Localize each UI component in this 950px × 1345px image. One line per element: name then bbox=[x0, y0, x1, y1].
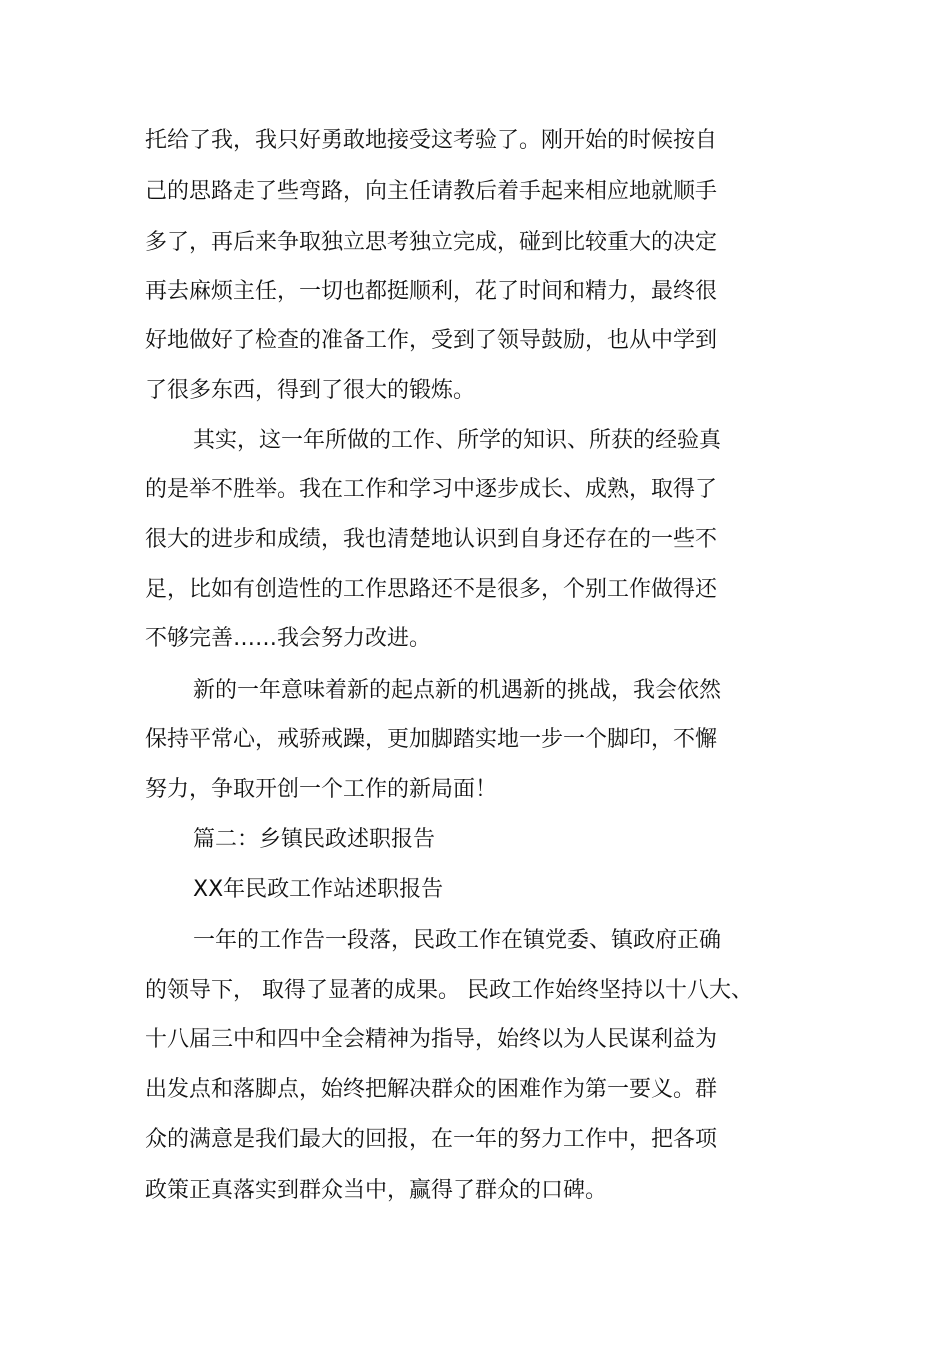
text-line: 众的满意是我们最大的回报，在一年的努力工作中，把各项 bbox=[145, 1127, 718, 1152]
paragraph-first-line: 其实，这一年所做的工作、所学的知识、所获的经验真 bbox=[193, 428, 722, 453]
text-line: 的领导下， 取得了显著的成果。 民政工作始终坚持以十八大、 bbox=[145, 978, 753, 1003]
text-line: 的是举不胜举。我在工作和学习中逐步成长、成熟，取得了 bbox=[145, 477, 718, 502]
text-line: 托给了我，我只好勇敢地接受这考验了。刚开始的时候按自 bbox=[145, 128, 718, 153]
text-line: 了很多东西，得到了很大的锻炼。 bbox=[145, 378, 476, 403]
paragraph-first-line: 新的一年意味着新的起点新的机遇新的挑战，我会依然 bbox=[193, 678, 722, 703]
section-heading: 篇二：乡镇民政述职报告 bbox=[193, 827, 436, 852]
text-line: 努力，争取开创一个工作的新局面！ bbox=[145, 777, 498, 802]
text-line: 政策正真落实到群众当中，赢得了群众的口碑。 bbox=[145, 1178, 608, 1203]
report-title: XX年民政工作站述职报告 bbox=[193, 877, 444, 902]
text-line: 不够完善……我会努力改进。 bbox=[145, 626, 432, 651]
text-line: 十八届三中和四中全会精神为指导，始终以为人民谋利益为 bbox=[145, 1027, 718, 1052]
text-line: 足，比如有创造性的工作思路还不是很多，个别工作做得还 bbox=[145, 577, 718, 602]
text-line: 好地做好了检查的准备工作，受到了领导鼓励，也从中学到 bbox=[145, 328, 718, 353]
text-line: 己的思路走了些弯路，向主任请教后着手起来相应地就顺手 bbox=[145, 179, 718, 204]
paragraph-first-line: 一年的工作告一段落，民政工作在镇党委、镇政府正确 bbox=[193, 928, 722, 953]
text-line: 多了，再后来争取独立思考独立完成，碰到比较重大的决定 bbox=[145, 230, 718, 255]
text-line: 很大的进步和成绩，我也清楚地认识到自身还存在的一些不 bbox=[145, 527, 718, 552]
text-line: 保持平常心，戒骄戒躁，更加脚踏实地一步一个脚印，不懈 bbox=[145, 727, 718, 752]
text-line: 再去麻烦主任，一切也都挺顺利，花了时间和精力，最终很 bbox=[145, 279, 718, 304]
text-line: 出发点和落脚点，始终把解决群众的困难作为第一要义。群 bbox=[145, 1077, 718, 1102]
